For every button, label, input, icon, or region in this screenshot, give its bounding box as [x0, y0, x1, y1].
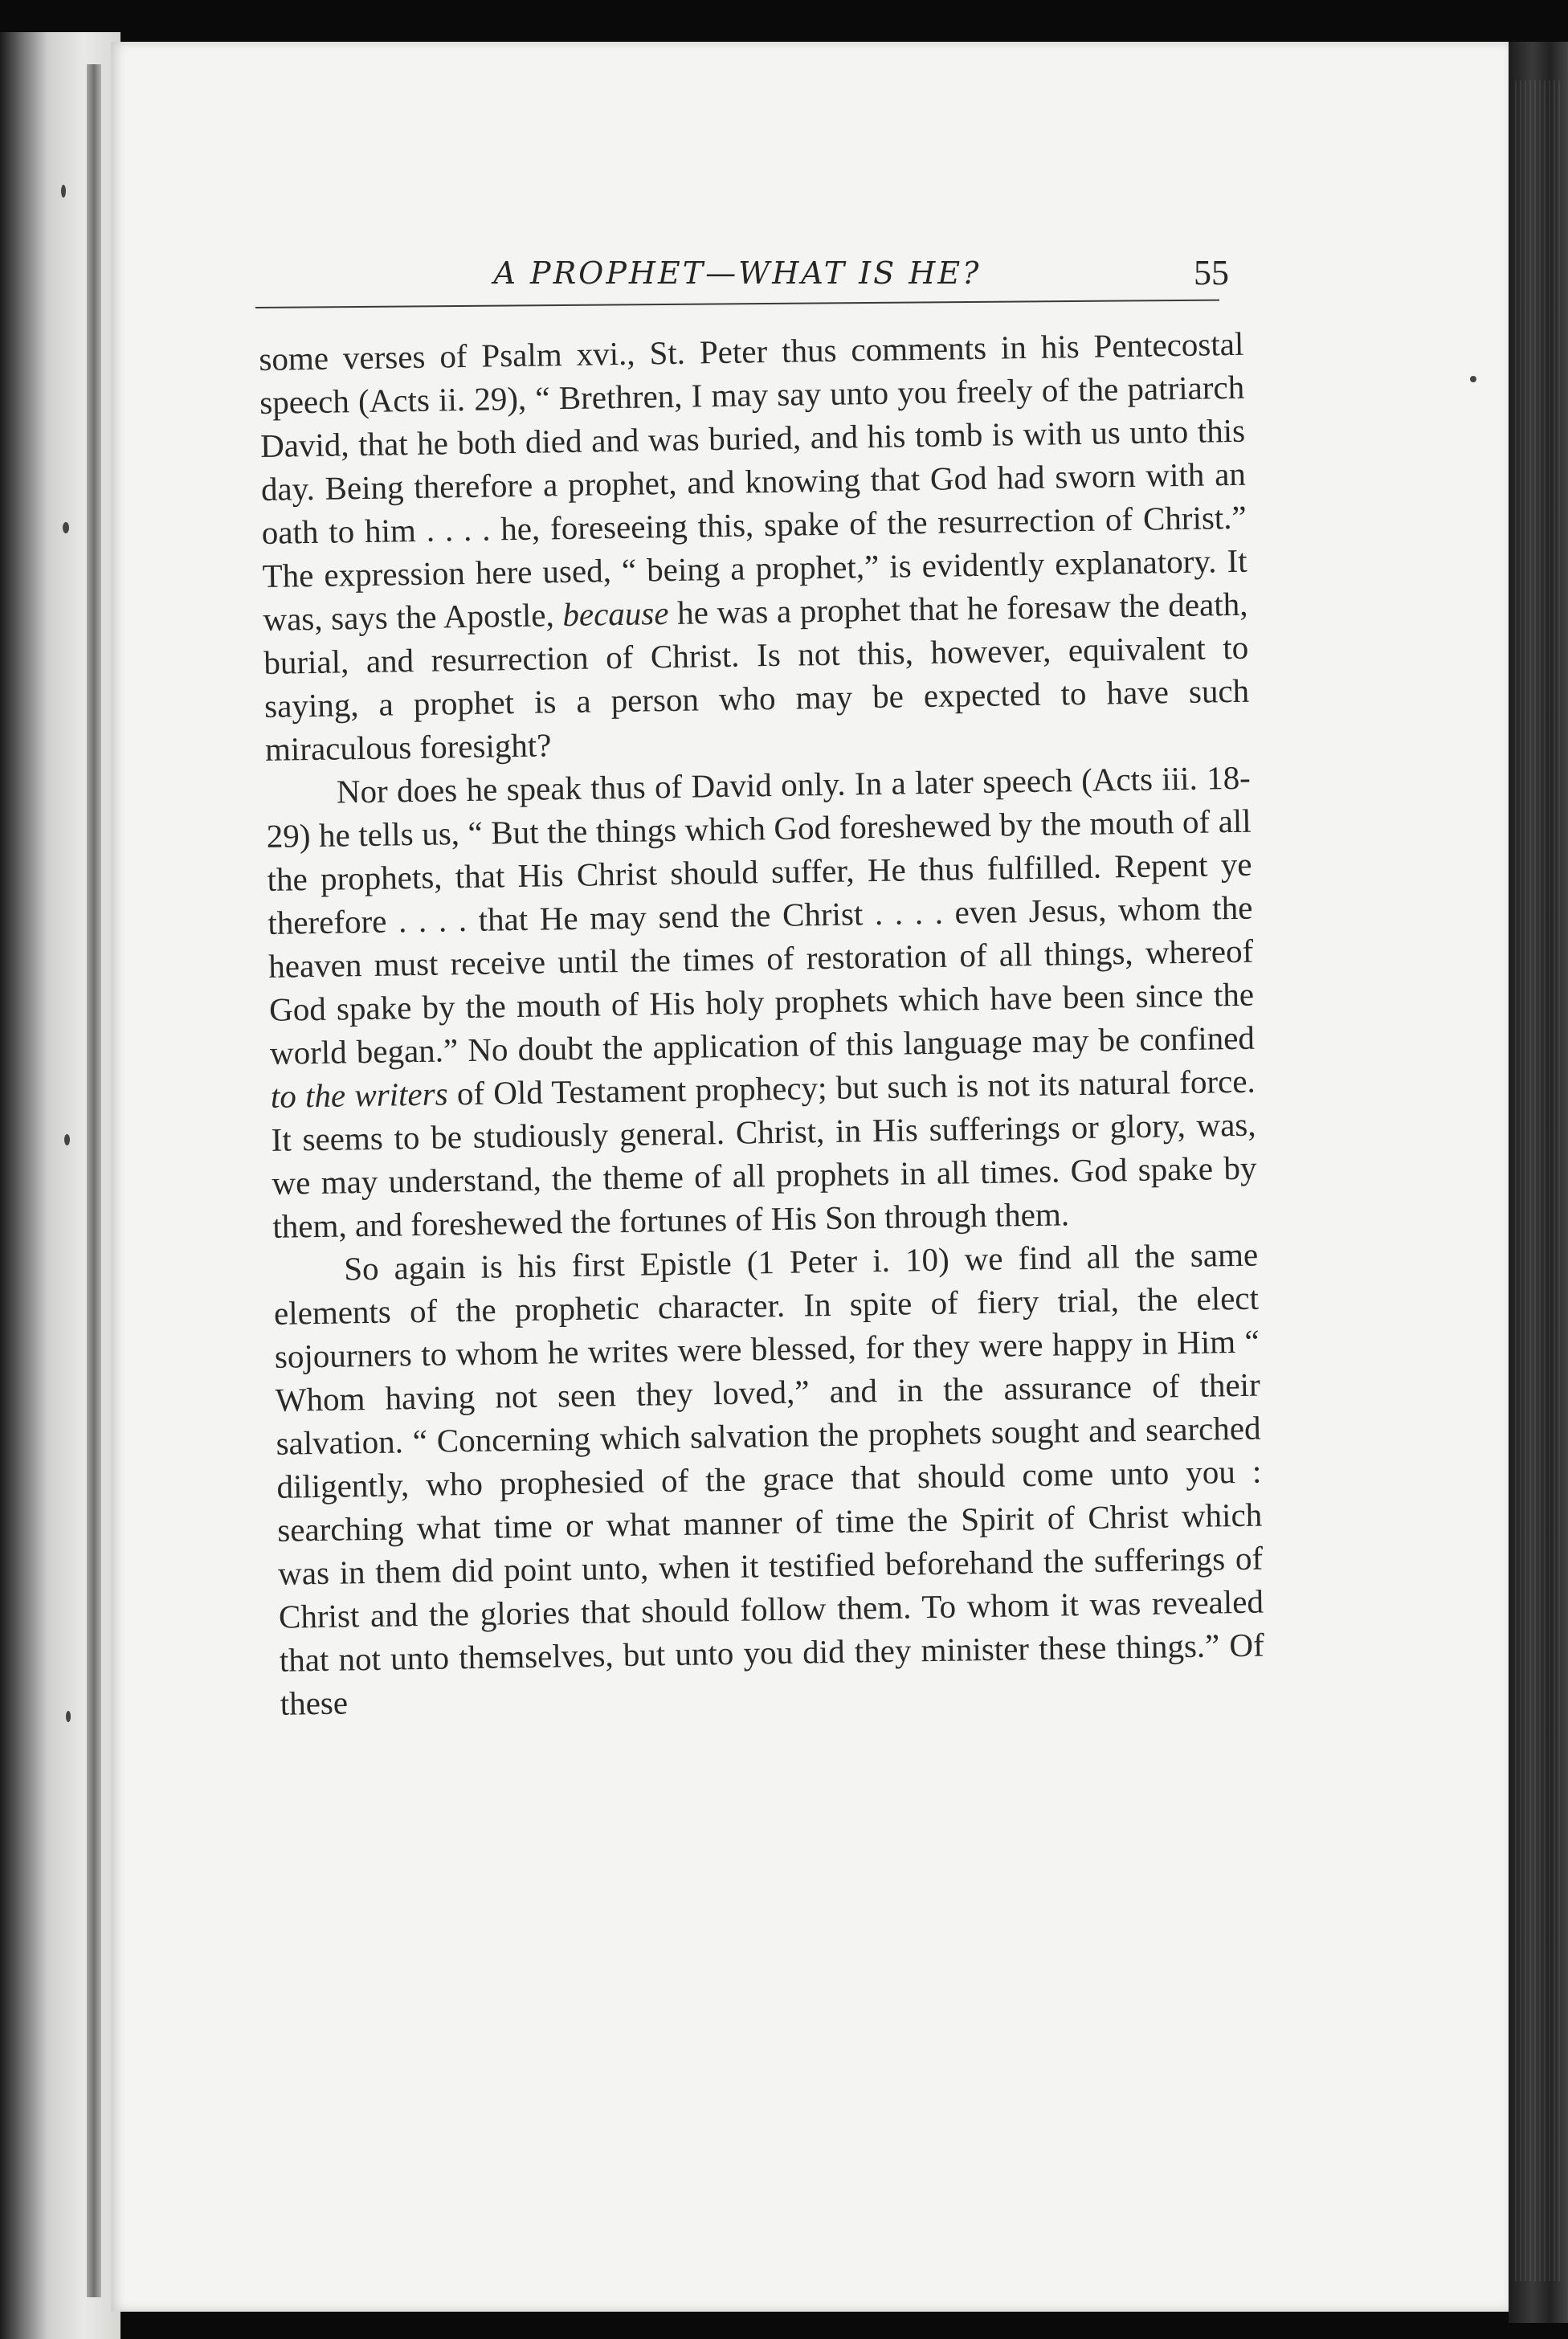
paragraph-1-text-b: he was a prophet that he foresaw the death, burial, and resurrection of Christ. Is not this, however, equivalent to saying, a prophet is a person who may be expected to have such miraculous foresight?: [263, 585, 1250, 768]
gutter-speck: [64, 1134, 70, 1145]
paragraph-1-emphasis: because: [562, 594, 669, 634]
body-text: [259, 322, 1265, 1725]
paragraph-2-text-b: of Old Testament prophecy; but such is not its natural force. It seems to be studiously general. Christ, in His sufferings or glory, was, we may understand, the theme of all prophets in all times. God spake by them, and foreshewed the fortunes of His Son through them.: [271, 1062, 1257, 1245]
page-number: 55: [1194, 253, 1229, 292]
running-head: A PROPHET—WHAT IS HE?: [493, 255, 982, 291]
paragraph-1-text-a: some verses of Psalm xvi., St. Peter thus comments in his Pentecostal speech (Acts ii. 29), “ Brethren, I may say unto you freely of the patriarch David, that he both died and was buried, and his tomb is with us unto this day. Being therefore a prophet, and knowing that God had sworn with an oath to him . . . . he, foreseeing this, spake of the resurrection of Christ.” The expression here used, “ being a prophet,” is evidently explanatory. It was, says the Apostle,: [259, 325, 1247, 638]
paragraph-2: [265, 756, 1257, 1248]
gutter-speck: [66, 1711, 71, 1722]
paragraph-3: So again is his first Epistle (1 Peter i. 10) we find all the same elements of the prophetic character. In spite of fiery trial, the elect sojourners to whom he writes were blessed, for they were happy in Him “ Whom having not seen they loved,” and in the assurance of their salvation. “ Concerning which salvation the prophets sought and searched diligently, who prophesied of the grace that should come unto you : searching what time or what manner of time the Spirit of Christ which was in them did point unto, when it testified beforehand the sufferings of Christ and the glories that should follow them. To whom it was revealed that not unto themselves, but unto you did they minister these things.” Of these: [273, 1235, 1265, 1722]
paragraph-1: [259, 322, 1250, 771]
paragraph-2-emphasis: to the writers: [270, 1075, 448, 1115]
page-stack-edges: [1515, 80, 1563, 2281]
paragraph-2-text-a: Nor does he speak thus of David only. In a later speech (Acts iii. 18-29) he tells us, “ But the things which God foreshewed by the mouth of all the prophets, that His Christ should suffer, He thus fulfilled. Repent ye therefore . . . . that He may send the Christ . . . . even Jesus, whom the heaven must receive until the times of restoration of all things, whereof God spake by the mouth of His holy prophets which have been since the world began.” No doubt the application of this language may be confined: [266, 758, 1256, 1072]
left-page-gutter: [0, 32, 120, 2339]
gutter-speck: [63, 522, 69, 533]
gutter-speck: [61, 185, 66, 198]
page-speck: [1470, 376, 1476, 382]
binding-shadow: [87, 64, 101, 2297]
